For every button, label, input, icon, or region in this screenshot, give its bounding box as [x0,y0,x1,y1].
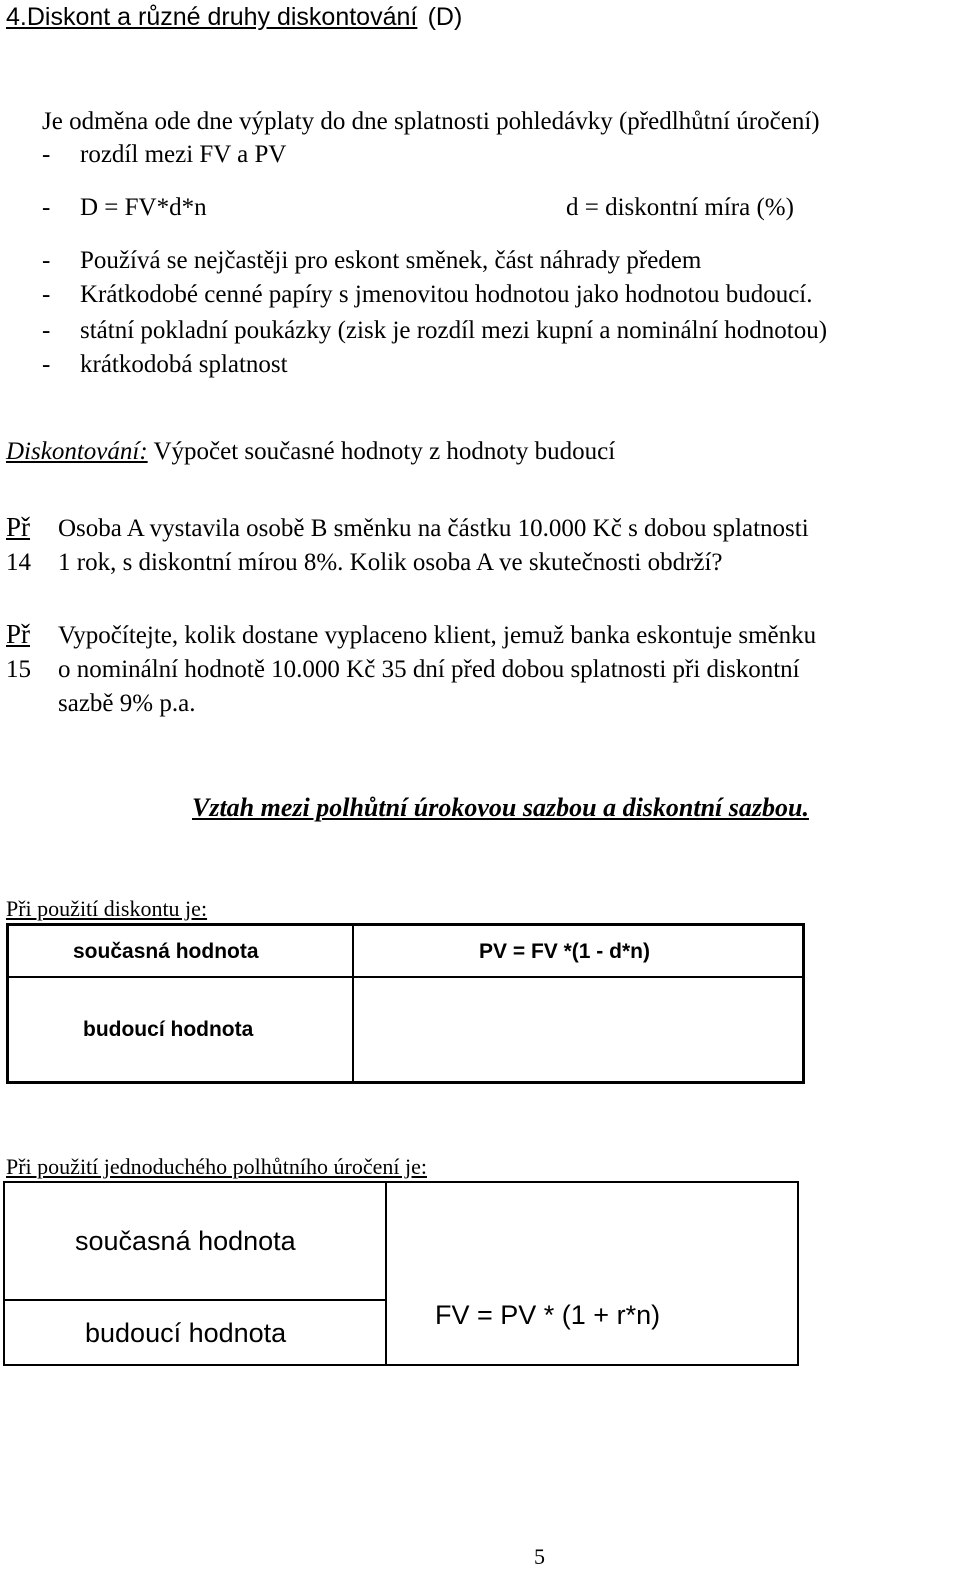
table-cell-label: současná hodnota [73,940,259,963]
bullet-text: krátkodobá splatnost [80,351,288,378]
table-divider [385,1183,387,1364]
definition-intro: Je odměna ode dne výplaty do dne splatnosti pohledávky (předlhůtní úročení) [42,108,820,135]
example-line: o nominální hodnotě 10.000 Kč 35 dní před dobou splatnosti při diskontní [58,656,800,683]
bullet-text: Používá se nejčastěji pro eskont směnek, část náhrady předem [80,247,702,274]
example-line: 1 rok, s diskontní mírou 8%. Kolik osoba A ve skutečnosti obdrží? [58,549,723,576]
table-cell-formula: PV = FV *(1 - d*n) [479,940,650,963]
heading-title: 4.Diskont a různé druhy diskontování [6,3,418,31]
example-label: Př [6,619,31,649]
relation-heading: Vztah mezi polhůtní úrokovou sazbou a diskontní sazbou. [192,793,809,822]
bullet-dash: - [42,351,51,378]
example-line: Osoba A vystavila osobě B směnku na částku 10.000 Kč s dobou splatnosti [58,515,809,542]
page-heading [6,2,462,33]
bullet-dash: - [42,141,51,168]
bullet-dash: - [42,317,51,344]
discounting-definition [6,437,615,467]
table-cell-label: budoucí hodnota [85,1318,287,1348]
example-number: 14 [6,549,31,576]
bullet-dash: - [42,281,51,308]
table-cell-label: budoucí hodnota [83,1018,254,1041]
bullet-text: státní pokladní poukázky (zisk je rozdíl mezi kupní a nominální hodnotou) [80,317,828,344]
example-number: 15 [6,656,31,683]
bullet-text: D = FV*d*n [80,194,207,221]
bullet-text: Krátkodobé cenné papíry s jmenovitou hodnotou jako hodnotou budoucí. [80,281,813,308]
discounting-text: Výpočet současné hodnoty z hodnoty budoucí [153,438,616,465]
caption-text: Při použití jednoduchého polhůtního úročení je: [6,1154,427,1179]
discount-table [6,923,805,1084]
discount-table-caption [6,894,207,924]
table-divider [9,976,802,978]
bullet-dash: - [42,247,51,274]
discounting-label: Diskontování: [6,438,148,465]
example-line: sazbě 9% p.a. [58,690,196,717]
heading-suffix: (D) [427,3,463,31]
page-number: 5 [534,1544,545,1569]
table-divider [5,1299,385,1301]
example-line: Vypočítejte, kolik dostane vyplaceno klient, jemuž banka eskontuje směnku [58,622,817,649]
table-cell-label: současná hodnota [75,1226,296,1256]
example-label: Př [6,512,31,542]
simple-interest-table [3,1181,799,1366]
caption-text: Při použití diskontu je: [6,896,208,921]
bullet-dash: - [42,194,51,221]
table-divider [352,926,354,1081]
simple-table-caption [6,1152,427,1182]
table-cell-formula: FV = PV * (1 + r*n) [435,1300,661,1330]
formula-note: d = diskontní míra (%) [566,194,794,221]
bullet-text: rozdíl mezi FV a PV [80,141,287,168]
